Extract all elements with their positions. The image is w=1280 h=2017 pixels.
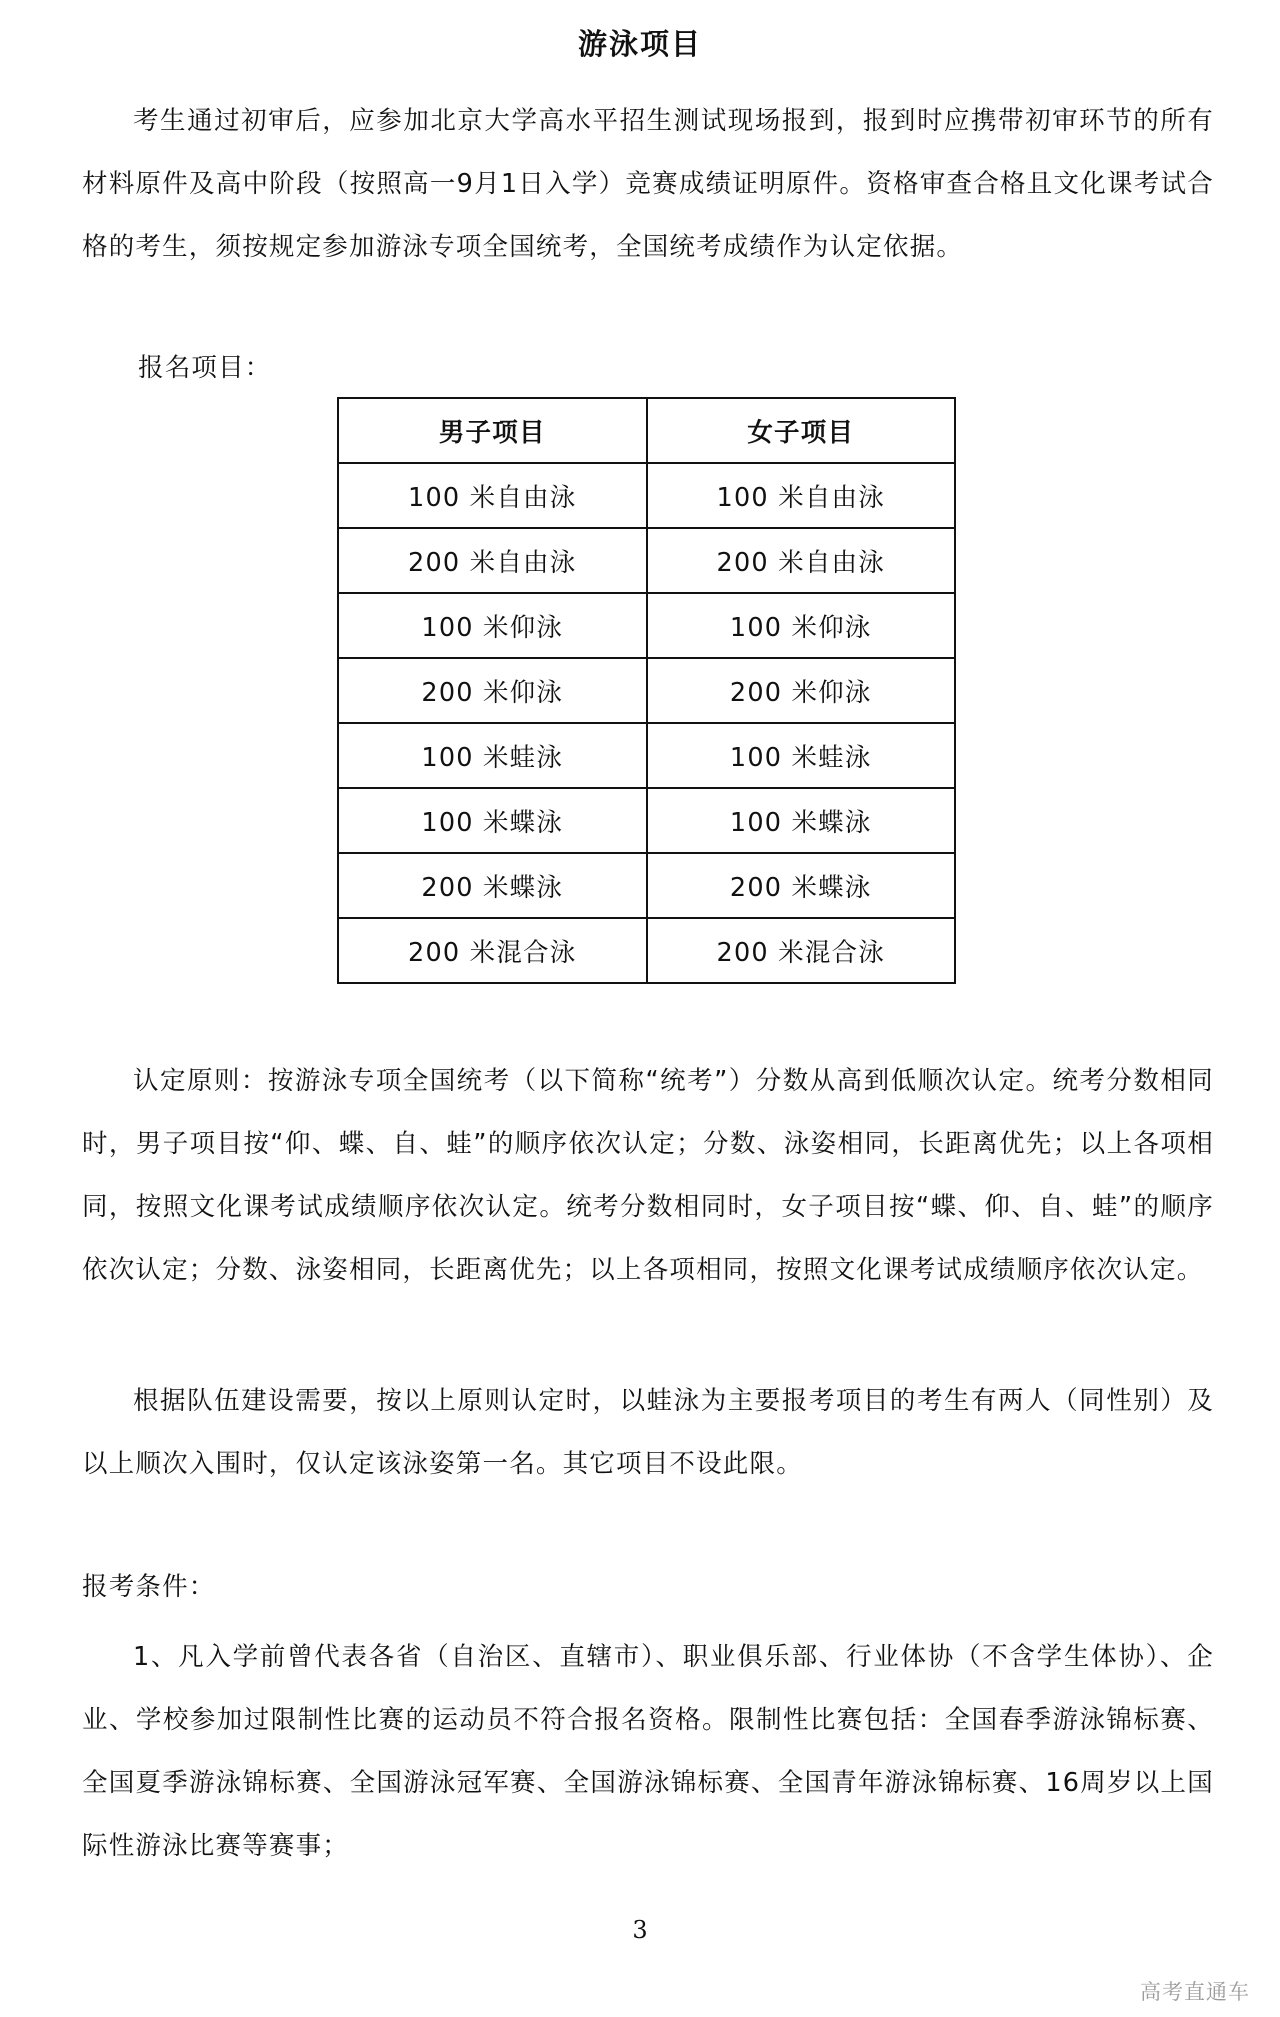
header-women-events: 女子项目 xyxy=(647,398,956,463)
events-table xyxy=(337,397,956,984)
women-event-cell: 200 米自由泳 xyxy=(647,528,956,593)
principle-paragraph: 认定原则：按游泳专项全国统考（以下简称“统考”）分数从高到低顺次认定。统考分数相同时，男子项目按“仰、蝶、自、蛙”的顺序依次认定；分数、泳姿相同，长距离优先；以上各项相同，按照文化课考试成绩顺序依次认定。统考分数相同时，女子项目按“蝶、仰、自、蛙”的顺序依次认定；分数、泳姿相同，长距离优先；以上各项相同，按照文化课考试成绩顺序依次认定。 xyxy=(82,1066,1214,1285)
women-event-cell: 200 米仰泳 xyxy=(647,658,956,723)
women-event-cell: 100 米自由泳 xyxy=(647,463,956,528)
table-row xyxy=(338,463,955,528)
events-label: 报名项目： xyxy=(138,353,272,383)
men-event-cell: 100 米仰泳 xyxy=(338,593,647,658)
table-row xyxy=(338,853,955,918)
team-need-paragraph: 根据队伍建设需要，按以上原则认定时，以蛙泳为主要报考项目的考生有两人（同性别）及以上顺次入围时，仅认定该泳姿第一名。其它项目不设此限。 xyxy=(82,1386,1214,1479)
table-row xyxy=(338,658,955,723)
condition-1-paragraph: 1、凡入学前曾代表各省（自治区、直辖市）、职业俱乐部、行业体协（不含学生体协）、企业、学校参加过限制性比赛的运动员不符合报名资格。限制性比赛包括：全国春季游泳锦标赛、全国夏季游泳锦标赛、全国游泳冠军赛、全国游泳锦标赛、全国青年游泳锦标赛、16周岁以上国际性游泳比赛等赛事； xyxy=(82,1642,1214,1861)
men-event-cell: 100 米蛙泳 xyxy=(338,723,647,788)
women-event-cell: 200 米蝶泳 xyxy=(647,853,956,918)
table-row xyxy=(338,593,955,658)
men-event-cell: 200 米混合泳 xyxy=(338,918,647,983)
table-row xyxy=(338,528,955,593)
women-event-cell: 100 米蛙泳 xyxy=(647,723,956,788)
conditions-label: 报考条件： xyxy=(82,1572,216,1602)
intro-paragraph: 考生通过初审后，应参加北京大学高水平招生测试现场报到，报到时应携带初审环节的所有材料原件及高中阶段（按照高一9月1日入学）竞赛成绩证明原件。资格审查合格且文化课考试合格的考生，须按规定参加游泳专项全国统考，全国统考成绩作为认定依据。 xyxy=(82,106,1214,262)
page-number: 3 xyxy=(632,1916,648,1944)
table-row xyxy=(338,723,955,788)
men-event-cell: 200 米自由泳 xyxy=(338,528,647,593)
table-row xyxy=(338,918,955,983)
events-table-header-row xyxy=(338,398,955,463)
men-event-cell: 100 米蝶泳 xyxy=(338,788,647,853)
women-event-cell: 100 米仰泳 xyxy=(647,593,956,658)
watermark-text: 高考直通车 xyxy=(1140,1980,1250,2004)
men-event-cell: 200 米蝶泳 xyxy=(338,853,647,918)
women-event-cell: 200 米混合泳 xyxy=(647,918,956,983)
men-event-cell: 100 米自由泳 xyxy=(338,463,647,528)
page-title: 游泳项目 xyxy=(577,27,702,61)
table-row xyxy=(338,788,955,853)
header-men-events: 男子项目 xyxy=(338,398,647,463)
women-event-cell: 100 米蝶泳 xyxy=(647,788,956,853)
men-event-cell: 200 米仰泳 xyxy=(338,658,647,723)
